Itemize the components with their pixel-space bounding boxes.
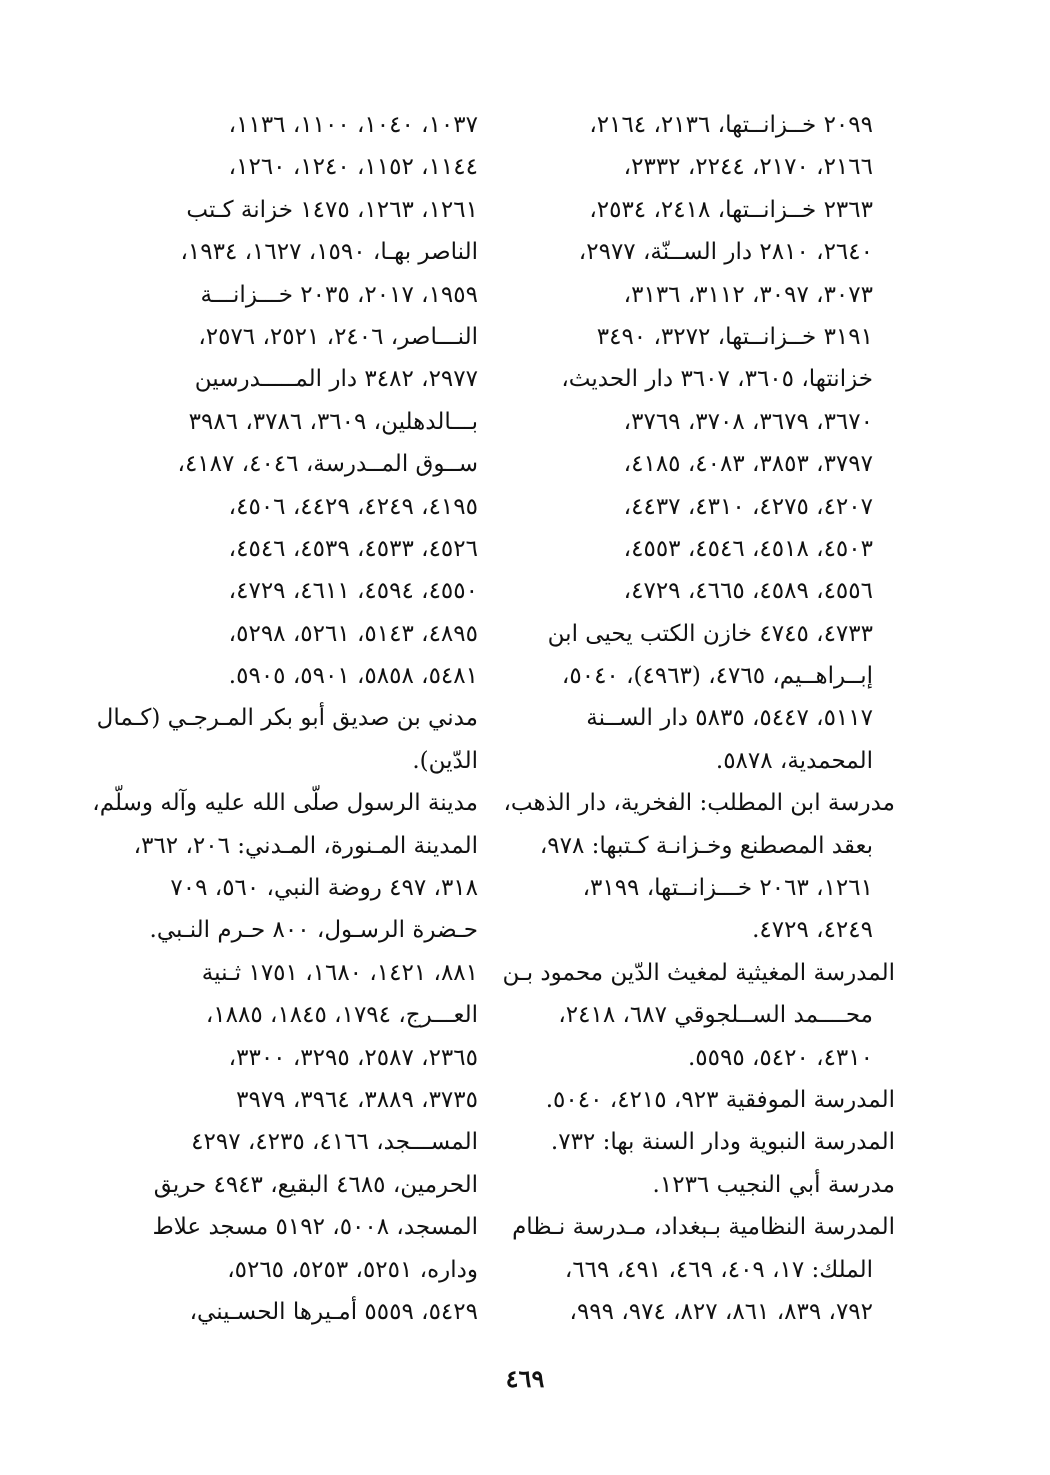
left-column-line: ٤٥٥٠، ٤٥٩٤، ٤٦١١، ٤٧٢٩، — [228, 578, 478, 605]
right-column-line: إبــراهــيم، ٤٧٦٥، (٤٩٦٣)، ٥٠٤٠، — [561, 663, 873, 690]
right-column-line: ٥١١٧، ٥٤٤٧، ٥٨٣٥ دار الســنة — [586, 705, 873, 732]
right-column-line: بعقد المصطنع وخـزانـة كـتبها: ٩٧٨، — [539, 832, 873, 859]
left-column — [92, 104, 478, 1333]
right-column-line: ٤٢٠٧، ٤٢٧٥، ٤٣١٠، ٤٤٣٧، — [623, 493, 873, 520]
right-column-line: ٢٣٦٣ خــزانــتها، ٢٤١٨، ٢٥٣٤، — [589, 196, 873, 223]
right-column-line: الملك: ١٧، ٤٠٩، ٤٦٩، ٤٩١، ٦٦٩، — [564, 1256, 873, 1283]
left-column-line: ١٠٣٧، ١٠٤٠، ١١٠٠، ١١٣٦، — [228, 112, 478, 138]
right-column-line: ٢٦٤٠، ٢٨١٠ دار الســنّة، ٢٩٧٧، — [578, 239, 873, 266]
right-column-line: ٤٥٥٦، ٤٥٨٩، ٤٦٦٥، ٤٧٢٩، — [623, 578, 873, 605]
right-column-line: ٧٩٢، ٨٣٩، ٨٦١، ٨٢٧، ٩٧٤، ٩٩٩، — [569, 1298, 873, 1325]
right-column-line: ٢٠٩٩ خــزانــتها، ٢١٣٦، ٢١٦٤، — [589, 112, 873, 138]
left-column-line: ٥٤٨١، ٥٨٥٨، ٥٩٠١، ٥٩٠٥. — [228, 663, 478, 690]
left-column-line: ٤٨٩٥، ٥١٤٣، ٥٢٦١، ٥٢٩٨، — [228, 620, 478, 647]
left-column-line: ٣١٨، ٤٩٧ روضة النبي، ٥٦٠، ٧٠٩ — [170, 875, 478, 902]
left-column-line: ٥٤٢٩، ٥٥٥٩ أمـيرها الحسـيني، — [189, 1298, 478, 1325]
left-column-line: ١١٤٤، ١١٥٢، ١٢٤٠، ١٢٦٠، — [228, 154, 478, 181]
left-column-line: بـــالدهلين، ٣٦٠٩، ٣٧٨٦، ٣٩٨٦ — [188, 408, 478, 435]
right-column-line: ١٢٦١، ٢٠٦٣ خـــزانــتها، ٣١٩٩، — [582, 875, 873, 902]
right-column-line: ٣٦٧٠، ٣٦٧٩، ٣٧٠٨، ٣٧٦٩، — [623, 408, 873, 435]
left-column-line: ١٢٦١، ١٢٦٣، ١٤٧٥ خزانة كـتب — [186, 196, 478, 223]
right-column-line: المدرسة النظامية بـبغداد، مـدرسة نـظام — [512, 1214, 895, 1241]
right-column-line: ٤٢٤٩، ٤٧٢٩. — [752, 917, 873, 944]
right-column-line: ٣٠٧٣، ٣٠٩٧، ٣١١٢، ٣١٣٦، — [623, 281, 873, 308]
right-column-line: المدرسة النبوية ودار السنة بها: ٧٣٢. — [550, 1129, 895, 1156]
left-column-line: ٤١٩٥، ٤٢٤٩، ٤٤٢٩، ٤٥٠٦، — [228, 493, 478, 520]
left-column-line: مدينة الرسول صلّى الله عليه وآله وسلّم، — [92, 790, 478, 817]
right-column-line: المدرسة المغيثية لمغيث الدّين محمود بـن — [502, 959, 895, 986]
right-column-line: ٤٣١٠، ٥٤٢٠، ٥٥٩٥. — [687, 1044, 873, 1071]
right-column-line: المحمدية، ٥٨٧٨. — [715, 747, 873, 774]
right-column-line: المدرسة الموفقية ٩٢٣، ٤٢١٥، ٥٠٤٠. — [545, 1086, 895, 1113]
left-column-line: ٣٧٣٥، ٣٨٨٩، ٣٩٦٤، ٣٩٧٩ — [236, 1086, 478, 1113]
left-column-line: حـضرة الرسـول، ٨٠٠ حـرم النـبي. — [149, 917, 478, 944]
right-column-line: مدرسة ابن المطلب: الفخرية، دار الذهب، — [503, 790, 895, 817]
left-column-line: المدينة المـنورة، المـدني: ٢٠٦، ٣٦٢، — [133, 832, 478, 859]
left-column-line: ٢٩٧٧، ٣٤٨٢ دار المـــــدرسين — [194, 366, 478, 393]
left-column-line: العـــرج، ١٧٩٤، ١٨٤٥، ١٨٨٥، — [205, 1002, 478, 1029]
page-number: ٤٦٩ — [505, 1364, 545, 1393]
left-column-line: ١٩٥٩، ٢٠١٧، ٢٠٣٥ خـــزانـــة — [200, 281, 478, 308]
left-column-line: ســوق المــدرسة، ٤٠٤٦، ٤١٨٧، — [177, 451, 478, 478]
right-column-line: ٤٧٣٣، ٤٧٤٥ خازن الكتب يحيى ابن — [547, 620, 873, 647]
right-column-line: مدرسة أبي النجيب ١٢٣٦. — [652, 1171, 895, 1198]
left-column-line: النـــاصر، ٢٤٠٦، ٢٥٢١، ٢٥٧٦، — [198, 323, 478, 350]
left-column-line: الحرمين، ٤٦٨٥ البقيع، ٤٩٤٣ حريق — [153, 1171, 478, 1198]
left-column-line: الناصر بهـا، ١٥٩٠، ١٦٢٧، ١٩٣٤، — [180, 239, 478, 266]
right-column-line: خزانتها، ٣٦٠٥، ٣٦٠٧ دار الحديث، — [561, 366, 873, 393]
left-column-line: مدني بن صديق أبو بكر المـرجـي (كـمال — [96, 705, 478, 732]
right-column-line: ٢١٦٦، ٢١٧٠، ٢٢٤٤، ٢٣٣٢، — [623, 154, 873, 181]
right-column-line: ٤٥٠٣، ٤٥١٨، ٤٥٤٦، ٤٥٥٣، — [623, 535, 873, 562]
left-column-line: ٨٨١، ١٤٢١، ١٦٨٠، ١٧٥١ ثـنية — [201, 959, 478, 986]
right-column-line: ٣٧٩٧، ٣٨٥٣، ٤٠٨٣، ٤١٨٥، — [623, 451, 873, 478]
left-column-line: ٢٣٦٥، ٢٥٨٧، ٣٢٩٥، ٣٣٠٠، — [228, 1044, 478, 1071]
right-column-line: محــــمد الســلجوقي ٦٨٧، ٢٤١٨، — [558, 1002, 873, 1029]
left-column-line: وداره، ٥٢٥١، ٥٢٥٣، ٥٢٦٥، — [227, 1256, 478, 1283]
left-column-line: الدّين). — [412, 747, 478, 774]
left-column-line: ٤٥٢٦، ٤٥٣٣، ٤٥٣٩، ٤٥٤٦، — [228, 535, 478, 562]
left-column-line: المسجد، ٥٠٠٨، ٥١٩٢ مسجد علاط — [152, 1214, 478, 1241]
left-column-line: المســـجد، ٤١٦٦، ٤٢٣٥، ٤٢٩٧ — [191, 1129, 478, 1156]
right-column — [502, 104, 895, 1333]
right-column-line: ٣١٩١ خــزانــتها، ٣٢٧٢، ٣٤٩٠ — [596, 323, 873, 350]
